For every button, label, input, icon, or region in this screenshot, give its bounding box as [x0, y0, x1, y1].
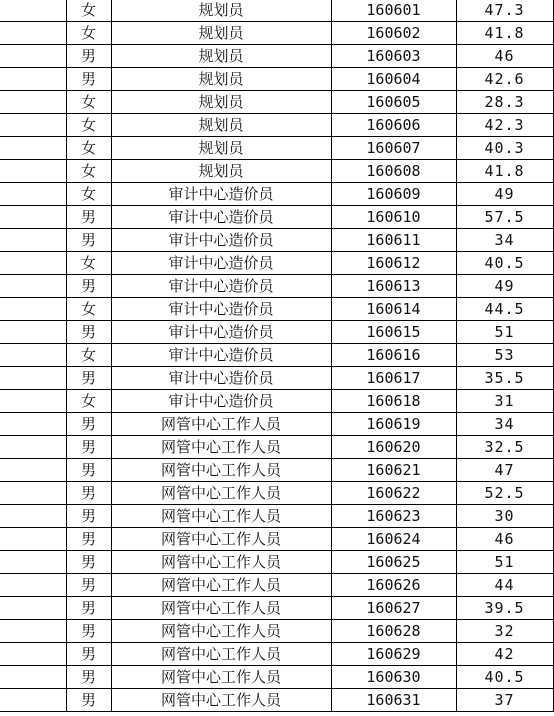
id-cell: 160622: [331, 482, 456, 505]
post-cell: 规划员: [111, 160, 331, 183]
sex-cell: 女: [66, 114, 111, 137]
table-row: [0, 252, 553, 275]
row-gap-cell: [0, 160, 66, 183]
post-cell: 网管中心工作人员: [111, 459, 331, 482]
sex-cell: 男: [66, 551, 111, 574]
post-cell: 网管中心工作人员: [111, 413, 331, 436]
sex-cell: 女: [66, 183, 111, 206]
table-row: [0, 206, 553, 229]
row-gap-cell: [0, 551, 66, 574]
post-cell: 网管中心工作人员: [111, 505, 331, 528]
table-row: [0, 528, 553, 551]
id-cell: 160605: [331, 91, 456, 114]
sex-cell: 男: [66, 505, 111, 528]
score-cell: 49: [456, 183, 553, 206]
score-cell: 51: [456, 551, 553, 574]
id-cell: 160630: [331, 666, 456, 689]
post-cell: 网管中心工作人员: [111, 482, 331, 505]
row-gap-cell: [0, 0, 66, 22]
sex-cell: 女: [66, 91, 111, 114]
post-cell: 审计中心造价员: [111, 229, 331, 252]
post-cell: 网管中心工作人员: [111, 574, 331, 597]
score-cell: 44.5: [456, 298, 553, 321]
post-cell: 规划员: [111, 22, 331, 45]
post-cell: 审计中心造价员: [111, 183, 331, 206]
id-cell: 160618: [331, 390, 456, 413]
post-cell: 网管中心工作人员: [111, 551, 331, 574]
post-cell: 网管中心工作人员: [111, 643, 331, 666]
sex-cell: 女: [66, 22, 111, 45]
score-cell: 42: [456, 643, 553, 666]
post-cell: 网管中心工作人员: [111, 436, 331, 459]
id-cell: 160614: [331, 298, 456, 321]
id-cell: 160603: [331, 45, 456, 68]
id-cell: 160631: [331, 689, 456, 712]
score-cell: 39.5: [456, 597, 553, 620]
score-cell: 44: [456, 574, 553, 597]
id-cell: 160616: [331, 344, 456, 367]
id-cell: 160621: [331, 459, 456, 482]
score-cell: 32.5: [456, 436, 553, 459]
id-cell: 160607: [331, 137, 456, 160]
row-gap-cell: [0, 206, 66, 229]
id-cell: 160619: [331, 413, 456, 436]
table-row: [0, 367, 553, 390]
id-cell: 160601: [331, 0, 456, 22]
id-cell: 160608: [331, 160, 456, 183]
id-cell: 160606: [331, 114, 456, 137]
table-row: [0, 91, 553, 114]
table-row: [0, 114, 553, 137]
row-gap-cell: [0, 367, 66, 390]
score-cell: 35.5: [456, 367, 553, 390]
table-row: [0, 505, 553, 528]
score-cell: 52.5: [456, 482, 553, 505]
table-row: [0, 459, 553, 482]
post-cell: 审计中心造价员: [111, 390, 331, 413]
row-gap-cell: [0, 137, 66, 160]
id-cell: 160629: [331, 643, 456, 666]
post-cell: 网管中心工作人员: [111, 666, 331, 689]
sex-cell: 女: [66, 344, 111, 367]
table-row: [0, 574, 553, 597]
score-cell: 41.8: [456, 22, 553, 45]
id-cell: 160628: [331, 620, 456, 643]
post-cell: 审计中心造价员: [111, 206, 331, 229]
id-cell: 160623: [331, 505, 456, 528]
row-gap-cell: [0, 183, 66, 206]
sex-cell: 男: [66, 45, 111, 68]
score-cell: 47.3: [456, 0, 553, 22]
sex-cell: 男: [66, 413, 111, 436]
table-row: [0, 620, 553, 643]
post-cell: 审计中心造价员: [111, 275, 331, 298]
post-cell: 网管中心工作人员: [111, 597, 331, 620]
score-cell: 40.5: [456, 252, 553, 275]
sex-cell: 男: [66, 528, 111, 551]
post-cell: 规划员: [111, 0, 331, 22]
post-cell: 审计中心造价员: [111, 344, 331, 367]
table-row: [0, 413, 553, 436]
sex-cell: 男: [66, 321, 111, 344]
sex-cell: 女: [66, 298, 111, 321]
row-gap-cell: [0, 689, 66, 712]
post-cell: 规划员: [111, 45, 331, 68]
score-cell: 40.5: [456, 666, 553, 689]
row-gap-cell: [0, 252, 66, 275]
sex-cell: 男: [66, 666, 111, 689]
score-cell: 47: [456, 459, 553, 482]
table-row: [0, 321, 553, 344]
table-row: [0, 643, 553, 666]
row-gap-cell: [0, 643, 66, 666]
sex-cell: 男: [66, 459, 111, 482]
sex-cell: 男: [66, 574, 111, 597]
row-gap-cell: [0, 505, 66, 528]
score-cell: 42.3: [456, 114, 553, 137]
sex-cell: 男: [66, 643, 111, 666]
id-cell: 160620: [331, 436, 456, 459]
sex-cell: 女: [66, 137, 111, 160]
table-row: [0, 551, 553, 574]
post-cell: 审计中心造价员: [111, 321, 331, 344]
sex-cell: 女: [66, 160, 111, 183]
row-gap-cell: [0, 344, 66, 367]
post-cell: 规划员: [111, 137, 331, 160]
score-cell: 57.5: [456, 206, 553, 229]
table-row: [0, 436, 553, 459]
table-row: [0, 344, 553, 367]
sex-cell: 女: [66, 252, 111, 275]
score-cell: 49: [456, 275, 553, 298]
row-gap-cell: [0, 275, 66, 298]
table-row: [0, 22, 553, 45]
sex-cell: 女: [66, 390, 111, 413]
id-cell: 160625: [331, 551, 456, 574]
score-cell: 28.3: [456, 91, 553, 114]
id-cell: 160609: [331, 183, 456, 206]
score-cell: 30: [456, 505, 553, 528]
id-cell: 160624: [331, 528, 456, 551]
sex-cell: 男: [66, 436, 111, 459]
table-row: [0, 160, 553, 183]
row-gap-cell: [0, 482, 66, 505]
post-cell: 审计中心造价员: [111, 298, 331, 321]
sex-cell: 男: [66, 275, 111, 298]
score-cell: 46: [456, 528, 553, 551]
table-row: [0, 275, 553, 298]
table-row: [0, 68, 553, 91]
table-row: [0, 183, 553, 206]
post-cell: 审计中心造价员: [111, 252, 331, 275]
id-cell: 160611: [331, 229, 456, 252]
sex-cell: 女: [66, 0, 111, 22]
post-cell: 规划员: [111, 91, 331, 114]
score-cell: 53: [456, 344, 553, 367]
score-cell: 32: [456, 620, 553, 643]
id-cell: 160612: [331, 252, 456, 275]
table-row: [0, 298, 553, 321]
post-cell: 网管中心工作人员: [111, 620, 331, 643]
row-gap-cell: [0, 528, 66, 551]
score-cell: 41.8: [456, 160, 553, 183]
table-row: [0, 137, 553, 160]
id-cell: 160610: [331, 206, 456, 229]
post-cell: 规划员: [111, 68, 331, 91]
row-gap-cell: [0, 666, 66, 689]
score-cell: 34: [456, 413, 553, 436]
post-cell: 审计中心造价员: [111, 367, 331, 390]
row-gap-cell: [0, 620, 66, 643]
row-gap-cell: [0, 390, 66, 413]
row-gap-cell: [0, 229, 66, 252]
sex-cell: 男: [66, 68, 111, 91]
id-cell: 160602: [331, 22, 456, 45]
sex-cell: 男: [66, 206, 111, 229]
score-cell: 31: [456, 390, 553, 413]
post-cell: 规划员: [111, 114, 331, 137]
table-row: [0, 597, 553, 620]
id-cell: 160613: [331, 275, 456, 298]
score-cell: 42.6: [456, 68, 553, 91]
row-gap-cell: [0, 45, 66, 68]
sex-cell: 男: [66, 229, 111, 252]
score-cell: 51: [456, 321, 553, 344]
table-row: [0, 666, 553, 689]
table-row: [0, 229, 553, 252]
score-cell: 46: [456, 45, 553, 68]
row-gap-cell: [0, 436, 66, 459]
score-cell: 34: [456, 229, 553, 252]
sex-cell: 男: [66, 597, 111, 620]
table-row: [0, 390, 553, 413]
row-gap-cell: [0, 91, 66, 114]
sex-cell: 男: [66, 482, 111, 505]
post-cell: 网管中心工作人员: [111, 689, 331, 712]
id-cell: 160626: [331, 574, 456, 597]
table-row: [0, 482, 553, 505]
score-cell: 37: [456, 689, 553, 712]
id-cell: 160615: [331, 321, 456, 344]
row-gap-cell: [0, 413, 66, 436]
table-row: [0, 689, 553, 712]
table-row: [0, 45, 553, 68]
id-cell: 160627: [331, 597, 456, 620]
sex-cell: 男: [66, 620, 111, 643]
score-cell: 40.3: [456, 137, 553, 160]
row-gap-cell: [0, 114, 66, 137]
row-gap-cell: [0, 68, 66, 91]
row-gap-cell: [0, 298, 66, 321]
table-row: [0, 0, 553, 22]
post-cell: 网管中心工作人员: [111, 528, 331, 551]
sex-cell: 男: [66, 367, 111, 390]
row-gap-cell: [0, 321, 66, 344]
row-gap-cell: [0, 597, 66, 620]
id-cell: 160617: [331, 367, 456, 390]
row-gap-cell: [0, 22, 66, 45]
id-cell: 160604: [331, 68, 456, 91]
row-gap-cell: [0, 459, 66, 482]
row-gap-cell: [0, 574, 66, 597]
sex-cell: 男: [66, 689, 111, 712]
